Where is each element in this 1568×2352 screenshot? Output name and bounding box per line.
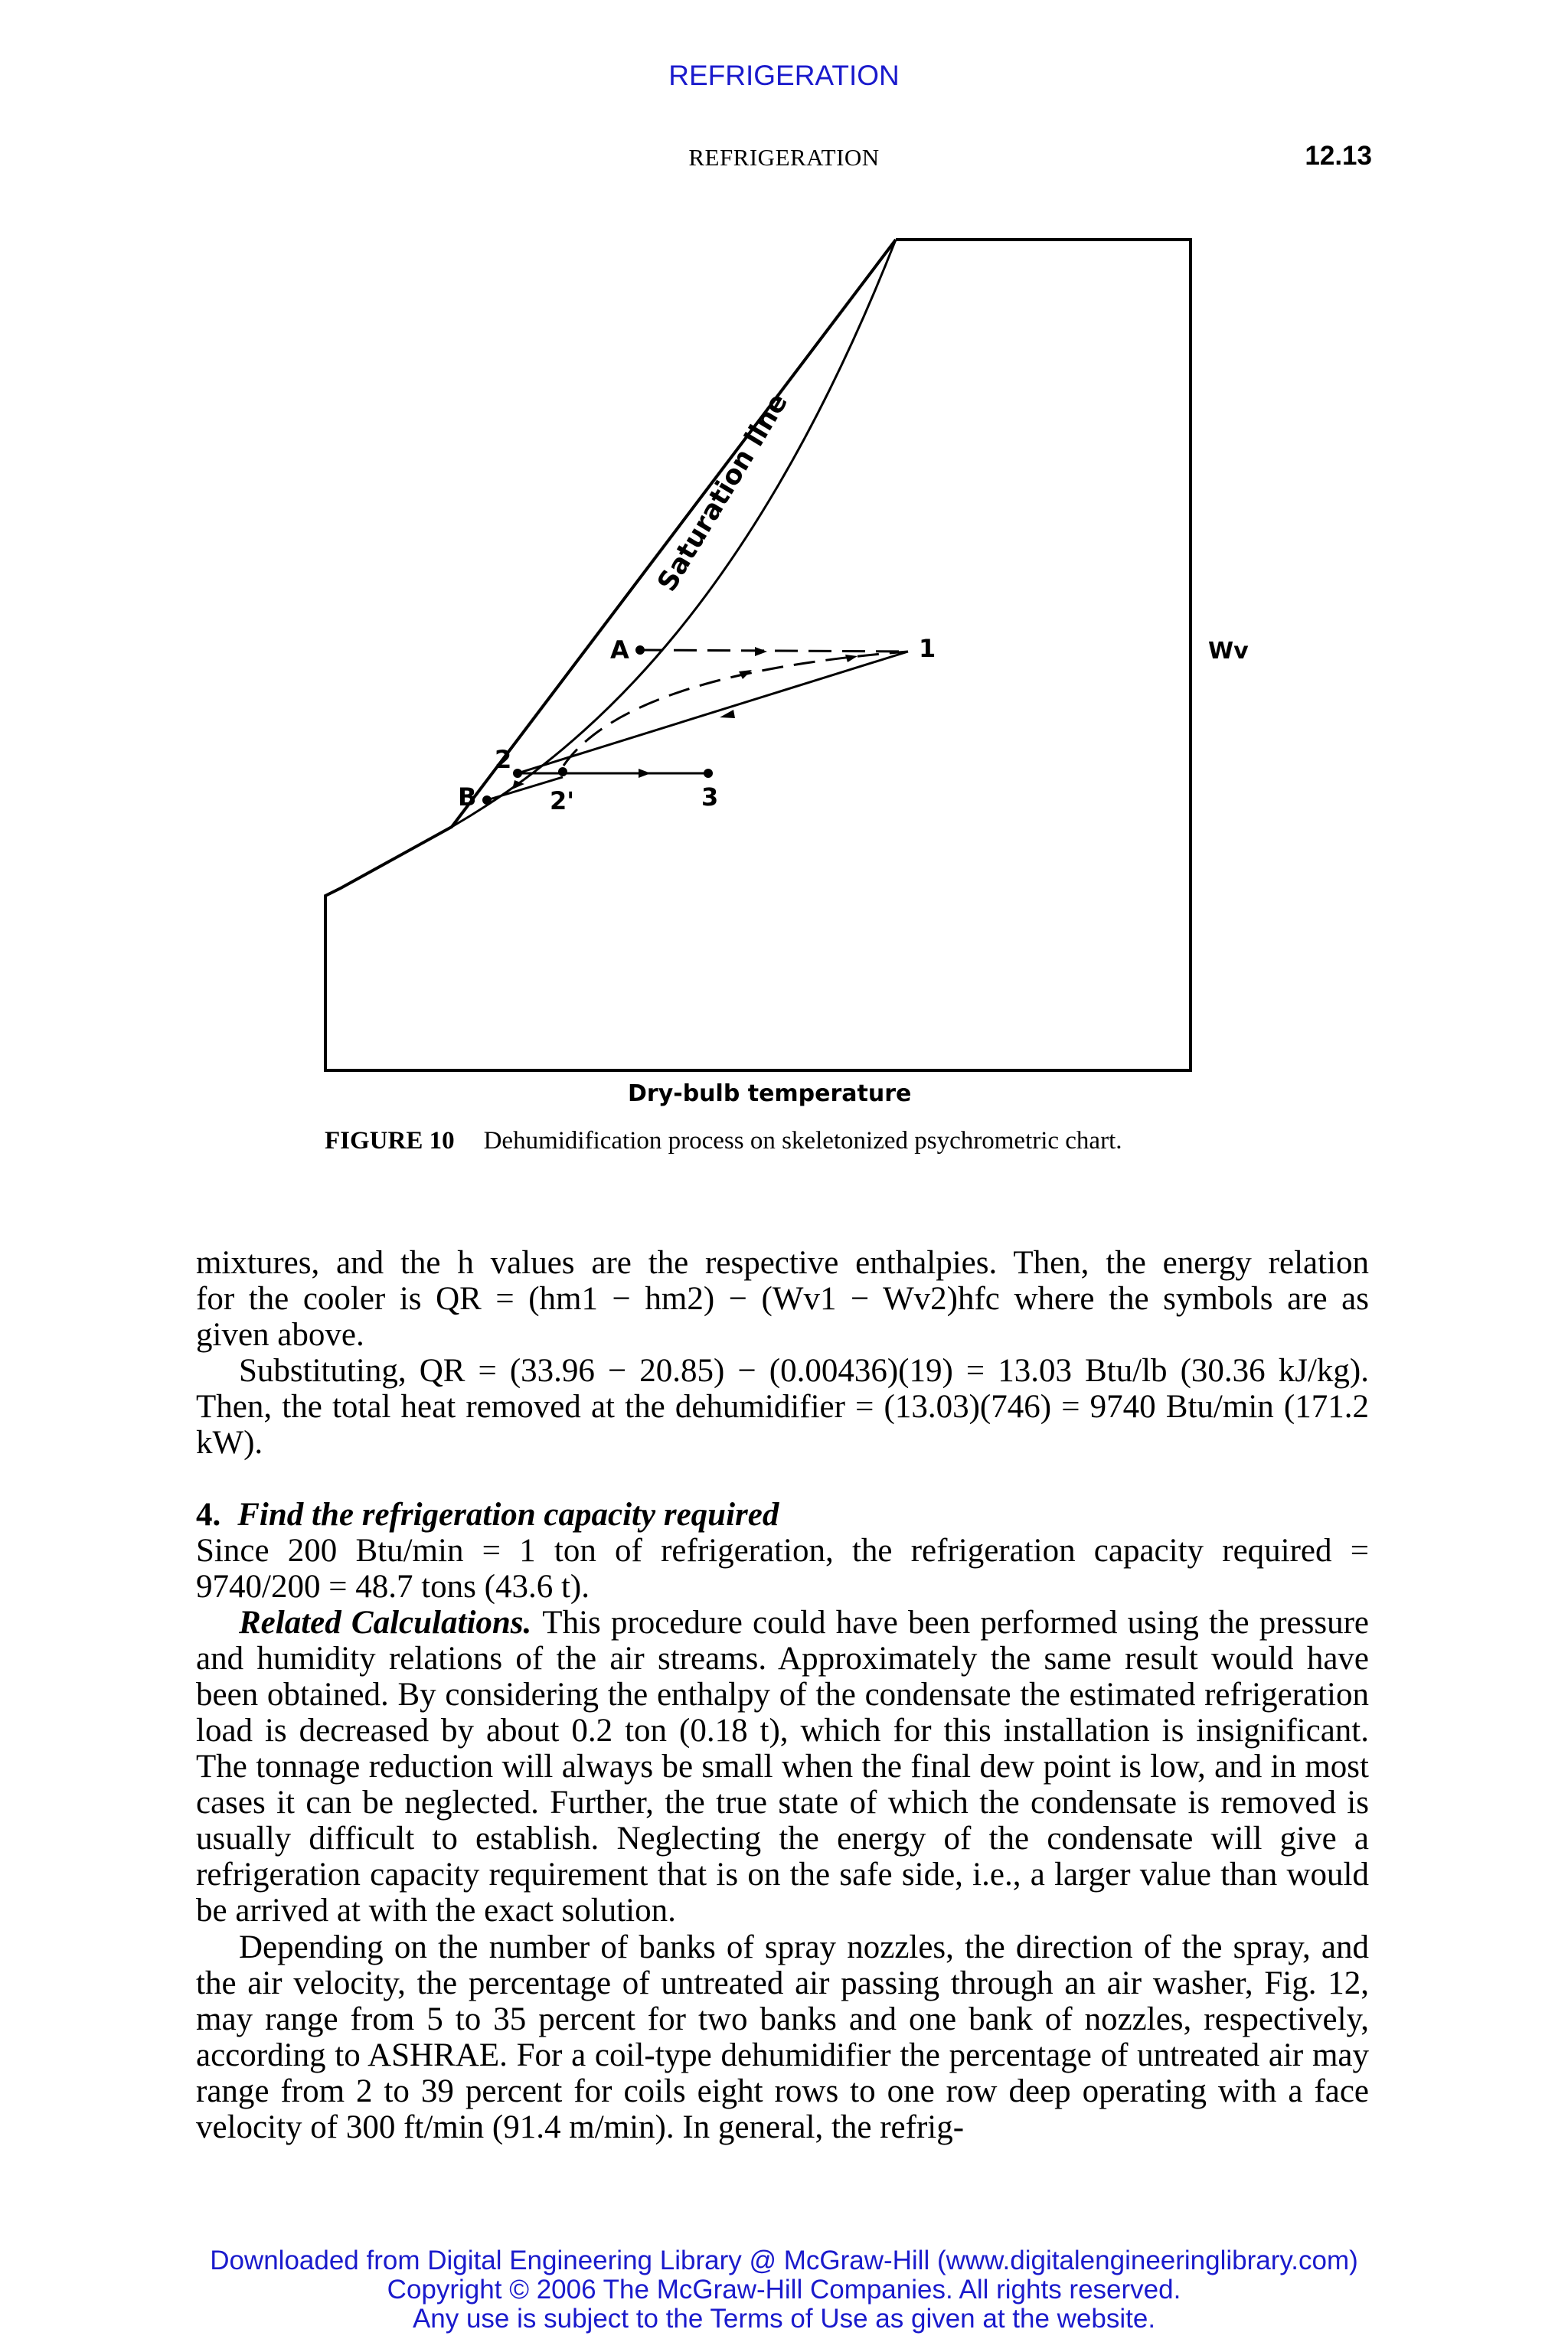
saturation-line-label: Saturation line (652, 388, 795, 597)
paragraph-enthalpy (196, 1245, 1369, 1353)
paragraph-substituting (196, 1353, 1369, 1461)
x-axis-label: Dry-bulb temperature (628, 1080, 912, 1107)
point-b-dot (482, 795, 492, 805)
paragraph-text: Since 200 Btu/min = 1 ton of refrigeration, the refrigeration capacity required = 9740/200 = 48.7 tons (43.6 t). (196, 1533, 1369, 1605)
step-number: 4. (196, 1497, 221, 1533)
point-2-label: 2 (495, 745, 512, 774)
arrow-head (739, 670, 752, 679)
footer-copyright: Copyright © 2006 The McGraw-Hill Companies. All rights reserved. (387, 2275, 1181, 2305)
page-number: 12.13 (1305, 141, 1372, 171)
paragraph-text: Depending on the number of banks of spray nozzles, the direction of the spray, and the air velocity, the percentage of untreated air passing through an air washer, Fig. 12, may range from 5 to 35 percent for two banks and one bank of nozzles, respectively, according to ASHRAE. For a coil-type dehumidifier the percentage of untreated air may range from 2 to 39 percent for coils eight rows to one row deep operating with a face velocity of 300 ft/min (91.4 m/min). In general, the refrig- (196, 1929, 1369, 2145)
paragraph-text: Substituting, QR = (33.96 − 20.85) − (0.00436)(19) = 13.03 Btu/lb (30.36 kJ/kg). Then, the total heat removed at the dehumidifier = (13.03)(746) = 9740 Btu/min (171.2 kW). (196, 1353, 1369, 1461)
arrow-head (720, 710, 735, 718)
paragraph-line: mixtures, and the h values are the respective enthalpies. Then, the energy relation (196, 1245, 1369, 1281)
figure-caption (325, 1127, 1122, 1155)
paragraph-body: This procedure could have been performed using the pressure and humidity relations of the air streams. Approximately the same result would have been obtained. By considering the enthalpy of the condensate the estimated refrigeration load is decreased by about 0.2 ton (0.18 t), which for this installation is insignificant. The tonnage reduction will always be small when the final dew point is low, and in most cases it can be neglected. Further, the true state of which the condensate is removed is usually difficult to establish. Neglecting the energy of the condensate will give a refrigeration capacity requirement that is on the safe side, i.e., a larger value than would be arrived at with the exact solution. (196, 1605, 1369, 1929)
paragraph-line: for the cooler is QR = (hm1 − hm2) − (Wv1 − Wv2)hfc where the symbols are as (196, 1281, 1369, 1317)
paragraph-capacity (196, 1533, 1369, 1605)
point-3-dot (704, 769, 713, 778)
top-link[interactable]: REFRIGERATION (668, 60, 900, 91)
point-a-dot (635, 645, 645, 655)
psychrometric-chart (0, 0, 1568, 1118)
footer (0, 2246, 1568, 2334)
point-2prime-label: 2' (550, 786, 575, 815)
step-heading-text (196, 1497, 1369, 1533)
step-heading (196, 1497, 1369, 1533)
point-a-label: A (610, 635, 629, 665)
point-1-label: 1 (919, 634, 936, 663)
figure-caption-label: FIGURE 10 (325, 1127, 455, 1155)
point-b-label: B (458, 782, 477, 812)
point-3-label: 3 (701, 782, 719, 812)
figure-caption-text: Dehumidification process on skeletonized psychrometric chart. (483, 1127, 1122, 1155)
step-title: Find the refrigeration capacity required (237, 1497, 779, 1533)
paragraph-line: given above. (196, 1317, 364, 1353)
running-head: REFRIGERATION (688, 144, 880, 171)
run-in-heading: Related Calculations. (239, 1605, 532, 1641)
process-line-1-2 (518, 652, 908, 773)
point-2-dot (513, 769, 522, 778)
paragraph-spray (196, 1929, 1369, 2145)
footer-link-line[interactable]: Downloaded from Digital Engineering Library @ McGraw-Hill (www.digitalengineeringlibrary.com) (210, 2246, 1358, 2275)
paragraph-text (196, 1605, 1369, 1929)
process-line-a-1 (640, 650, 908, 652)
footer-terms[interactable]: Any use is subject to the Terms of Use as given at the website. (412, 2304, 1156, 2334)
point-2prime-dot (558, 767, 567, 776)
paragraph-related (196, 1605, 1369, 1929)
arrow-head (639, 769, 651, 778)
arrow-head (845, 655, 858, 662)
arrow-head (755, 647, 767, 656)
y-axis-label: Wv (1208, 638, 1249, 665)
